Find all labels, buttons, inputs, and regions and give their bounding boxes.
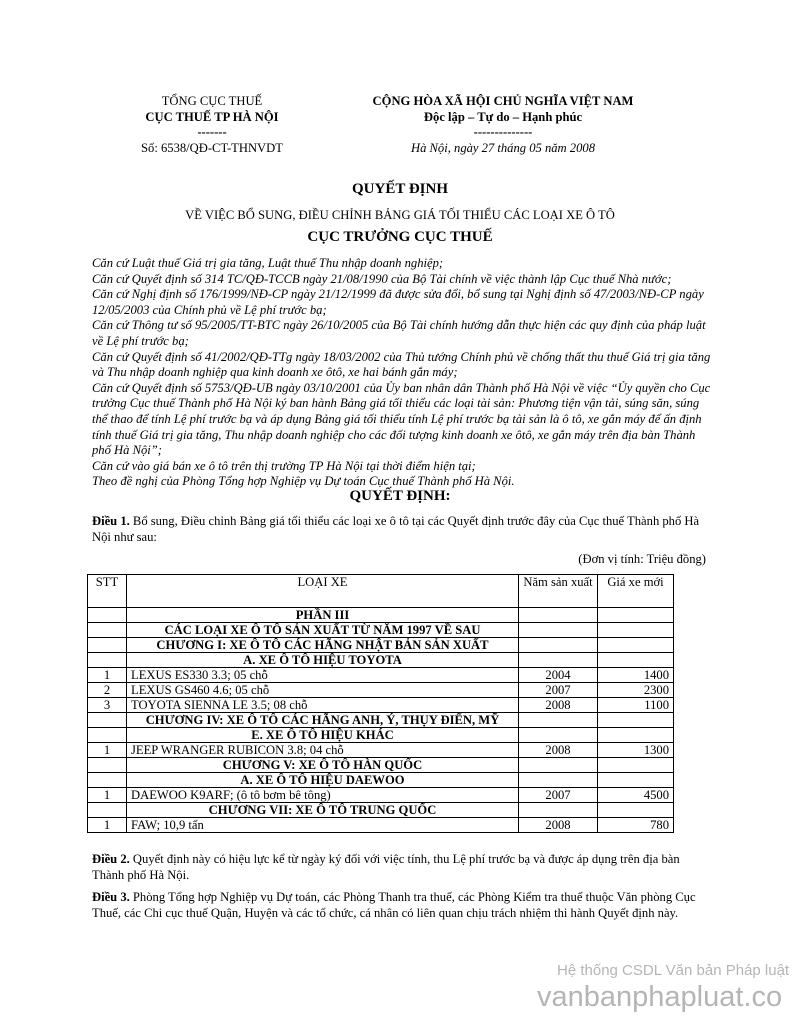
stt-cell: 2 <box>88 683 127 698</box>
section-row <box>88 608 674 623</box>
year-cell: 2008 <box>519 698 598 713</box>
price-cell: 1400 <box>598 668 674 683</box>
article-2 <box>92 852 707 883</box>
section-row <box>88 713 674 728</box>
preamble <box>92 256 712 490</box>
vehicle-name-cell: DAEWOO K9ARF; (ô tô bơm bê tông) <box>127 788 519 803</box>
year-cell: 2004 <box>519 668 598 683</box>
preamble-line: Theo đề nghị của Phòng Tổng hợp Nghiệp vụ Dự toán Cục thuế Thành phố Hà Nội. <box>92 474 515 489</box>
national-header <box>333 94 673 156</box>
price-cell: 1300 <box>598 743 674 758</box>
section-title-cell: E. XE Ô TÔ HIỆU KHÁC <box>127 728 519 743</box>
unit-note: (Đơn vị tính: Triệu đồng) <box>578 552 706 566</box>
authority-title: CỤC TRƯỞNG CỤC THUẾ <box>307 229 493 245</box>
year-cell <box>519 713 598 728</box>
article-3 <box>92 890 707 921</box>
section-title-cell: CHƯƠNG I: XE Ô TÔ CÁC HÃNG NHẬT BẢN SẢN XUẤT <box>127 638 519 653</box>
decision-heading: QUYẾT ĐỊNH: <box>349 488 451 504</box>
year-cell <box>519 728 598 743</box>
section-row <box>88 653 674 668</box>
document-date: Hà Nội, ngày 27 tháng 05 năm 2008 <box>410 140 595 155</box>
price-cell <box>598 713 674 728</box>
preamble-line: Căn cứ Nghị định số 176/1999/NĐ-CP ngày 21/12/1999 đã được sửa đổi, bổ sung tại Nghị định số 47/2003/NĐ-CP ngày 12/05/2003 của Chính phủ về Lệ phí trước bạ; <box>92 287 704 317</box>
article-3-label: Điều 3. <box>92 890 130 904</box>
year-cell <box>519 653 598 668</box>
stt-cell: 3 <box>88 698 127 713</box>
year-cell: 2008 <box>519 818 598 833</box>
stt-cell <box>88 773 127 788</box>
document-number: Số: 6538/QĐ-CT-THNVDT <box>141 140 283 155</box>
price-cell: 780 <box>598 818 674 833</box>
table-row <box>88 668 674 683</box>
watermark-caption: Hệ thống CSDL Văn bản Pháp luật <box>557 962 790 979</box>
stt-cell: 1 <box>88 788 127 803</box>
stt-cell: 1 <box>88 818 127 833</box>
year-cell: 2008 <box>519 743 598 758</box>
motto: Độc lập – Tự do – Hạnh phúc <box>423 109 583 124</box>
section-title-cell: A. XE Ô TÔ HIỆU DAEWOO <box>127 773 519 788</box>
price-cell: 2300 <box>598 683 674 698</box>
vehicle-name-cell: LEXUS ES330 3.3; 05 chỗ <box>127 668 519 683</box>
stt-cell <box>88 758 127 773</box>
section-title-cell: PHẦN III <box>127 608 519 623</box>
issuer-block <box>102 94 322 156</box>
table-row <box>88 743 674 758</box>
section-row <box>88 623 674 638</box>
section-row <box>88 728 674 743</box>
year-cell <box>519 803 598 818</box>
preamble-line: Căn cứ Luật thuế Giá trị gia tăng, Luật thuế Thu nhập doanh nghiệp; <box>92 256 444 270</box>
vehicle-name-cell: TOYOTA SIENNA LE 3.5; 08 chỗ <box>127 698 519 713</box>
price-cell <box>598 728 674 743</box>
header-price: Giá xe mới <box>598 575 674 608</box>
price-cell <box>598 623 674 638</box>
issuer-name: CỤC THUẾ TP HÀ NỘI <box>145 109 279 124</box>
article-1 <box>92 514 707 545</box>
article-2-text: Quyết định này có hiệu lực kể từ ngày ký đối với việc tính, thu Lệ phí trước bạ và được áp dụng trên địa bàn Thành phố Hà Nội. <box>92 852 680 882</box>
year-cell <box>519 608 598 623</box>
price-cell <box>598 653 674 668</box>
year-cell <box>519 638 598 653</box>
vehicle-name-cell: FAW; 10,9 tấn <box>127 818 519 833</box>
stt-cell <box>88 638 127 653</box>
article-1-label: Điều 1. <box>92 514 130 528</box>
article-1-text: Bổ sung, Điều chỉnh Bảng giá tối thiểu các loại xe ô tô tại các Quyết định trước đây của Cục thuế Thành phố Hà Nội như sau: <box>92 514 700 544</box>
year-cell <box>519 623 598 638</box>
header-vehicle-type: LOẠI XE <box>127 575 519 608</box>
vehicle-name-cell: LEXUS GS460 4.6; 05 chỗ <box>127 683 519 698</box>
section-title-cell: CÁC LOẠI XE Ô TÔ SẢN XUẤT TỪ NĂM 1997 VỀ SAU <box>127 623 519 638</box>
year-cell <box>519 773 598 788</box>
header-year: Năm sản xuất <box>519 575 598 608</box>
section-title-cell: CHƯƠNG VII: XE Ô TÔ TRUNG QUỐC <box>127 803 519 818</box>
table-row <box>88 818 674 833</box>
preamble-line: Căn cứ Quyết định số 41/2002/QĐ-TTg ngày 18/03/2002 của Thủ tướng Chính phủ về chống thất thu thuế Giá trị gia tăng và Thu nhập doanh nghiệp qua kinh doanh xe ôtô, xe hai bánh gắn máy; <box>92 349 711 380</box>
stt-cell <box>88 623 127 638</box>
table-row <box>88 788 674 803</box>
price-cell: 4500 <box>598 788 674 803</box>
section-title-cell: A. XE Ô TÔ HIỆU TOYOTA <box>127 653 519 668</box>
section-row <box>88 638 674 653</box>
table-row <box>88 683 674 698</box>
price-cell: 1100 <box>598 698 674 713</box>
section-title-cell: CHƯƠNG V: XE Ô TÔ HÀN QUỐC <box>127 758 519 773</box>
year-cell <box>519 758 598 773</box>
issuer-divider: ------- <box>197 125 227 140</box>
year-cell: 2007 <box>519 683 598 698</box>
document-title: QUYẾT ĐỊNH <box>352 181 448 197</box>
watermark-site: vanbanphapluat.co <box>537 981 783 1013</box>
stt-cell <box>88 728 127 743</box>
stt-cell <box>88 608 127 623</box>
preamble-line: Căn cứ vào giá bán xe ô tô trên thị trường TP Hà Nội tại thời điểm hiện tại; <box>92 458 476 473</box>
section-row <box>88 773 674 788</box>
document-subject: VỀ VIỆC BỔ SUNG, ĐIỀU CHỈNH BẢNG GIÁ TỐI THIỂU CÁC LOẠI XE Ô TÔ <box>185 208 615 222</box>
price-table <box>87 574 674 833</box>
section-row <box>88 758 674 773</box>
article-2-label: Điều 2. <box>92 852 130 866</box>
motto-divider: -------------- <box>473 125 533 140</box>
stt-cell: 1 <box>88 743 127 758</box>
price-cell <box>598 803 674 818</box>
issuer-parent: TỔNG CỤC THUẾ <box>161 94 263 108</box>
price-cell <box>598 758 674 773</box>
stt-cell <box>88 803 127 818</box>
section-row <box>88 803 674 818</box>
price-cell <box>598 608 674 623</box>
vehicle-name-cell: JEEP WRANGER RUBICON 3.8; 04 chỗ <box>127 743 519 758</box>
stt-cell <box>88 653 127 668</box>
stt-cell: 1 <box>88 668 127 683</box>
preamble-line: Căn cứ Thông tư số 95/2005/TT-BTC ngày 26/10/2005 của Bộ Tài chính hướng dẫn thực hiện các quy định của pháp luật về Lệ phí trước bạ; <box>92 318 706 348</box>
price-cell <box>598 773 674 788</box>
country-name: CỘNG HÒA XÃ HỘI CHỦ NGHĨA VIỆT NAM <box>372 94 634 108</box>
section-title-cell: CHƯƠNG IV: XE Ô TÔ CÁC HÃNG ANH, Ý, THỤY ĐIỂN, MỸ <box>127 713 519 728</box>
article-3-text: Phòng Tổng hợp Nghiệp vụ Dự toán, các Phòng Thanh tra thuế, các Phòng Kiểm tra thuế thuộc Văn phòng Cục Thuế, các Chi cục thuế Quận, Huyện và các tổ chức, cá nhân có liên quan chịu trách nhiệm thi hành Quyết định này. <box>92 890 696 920</box>
table-row <box>88 698 674 713</box>
preamble-line: Căn cứ Quyết định số 5753/QĐ-UB ngày 03/10/2001 của Ủy ban nhân dân Thành phố Hà Nội về việc “Ủy quyền cho Cục trưởng Cục thuế Thành phố Hà Nội ký ban hành Bảng giá tối thiểu các loại tài sản: Phương tiện vận tải, súng săn, súng thể thao để tính Lệ phí trước bạ và áp dụng Bảng giá tối thiểu tính Lệ phí trước bạ tài sản là ô tô, xe gắn máy để ấn định tính thuế Giá trị gia tăng, Thu nhập doanh nghiệp cho các đối tượng kinh doanh xe ôtô, xe gắn máy trên địa bàn Thành phố Hà Nội”; <box>92 380 711 458</box>
table-body <box>88 608 674 833</box>
header-stt: STT <box>88 575 127 608</box>
stt-cell <box>88 713 127 728</box>
price-cell <box>598 638 674 653</box>
preamble-line: Căn cứ Quyết định số 314 TC/QĐ-TCCB ngày 21/08/1990 của Bộ Tài chính về việc thành lập Cục thuế Nhà nước; <box>92 271 672 286</box>
year-cell: 2007 <box>519 788 598 803</box>
table-header-row <box>88 575 674 608</box>
